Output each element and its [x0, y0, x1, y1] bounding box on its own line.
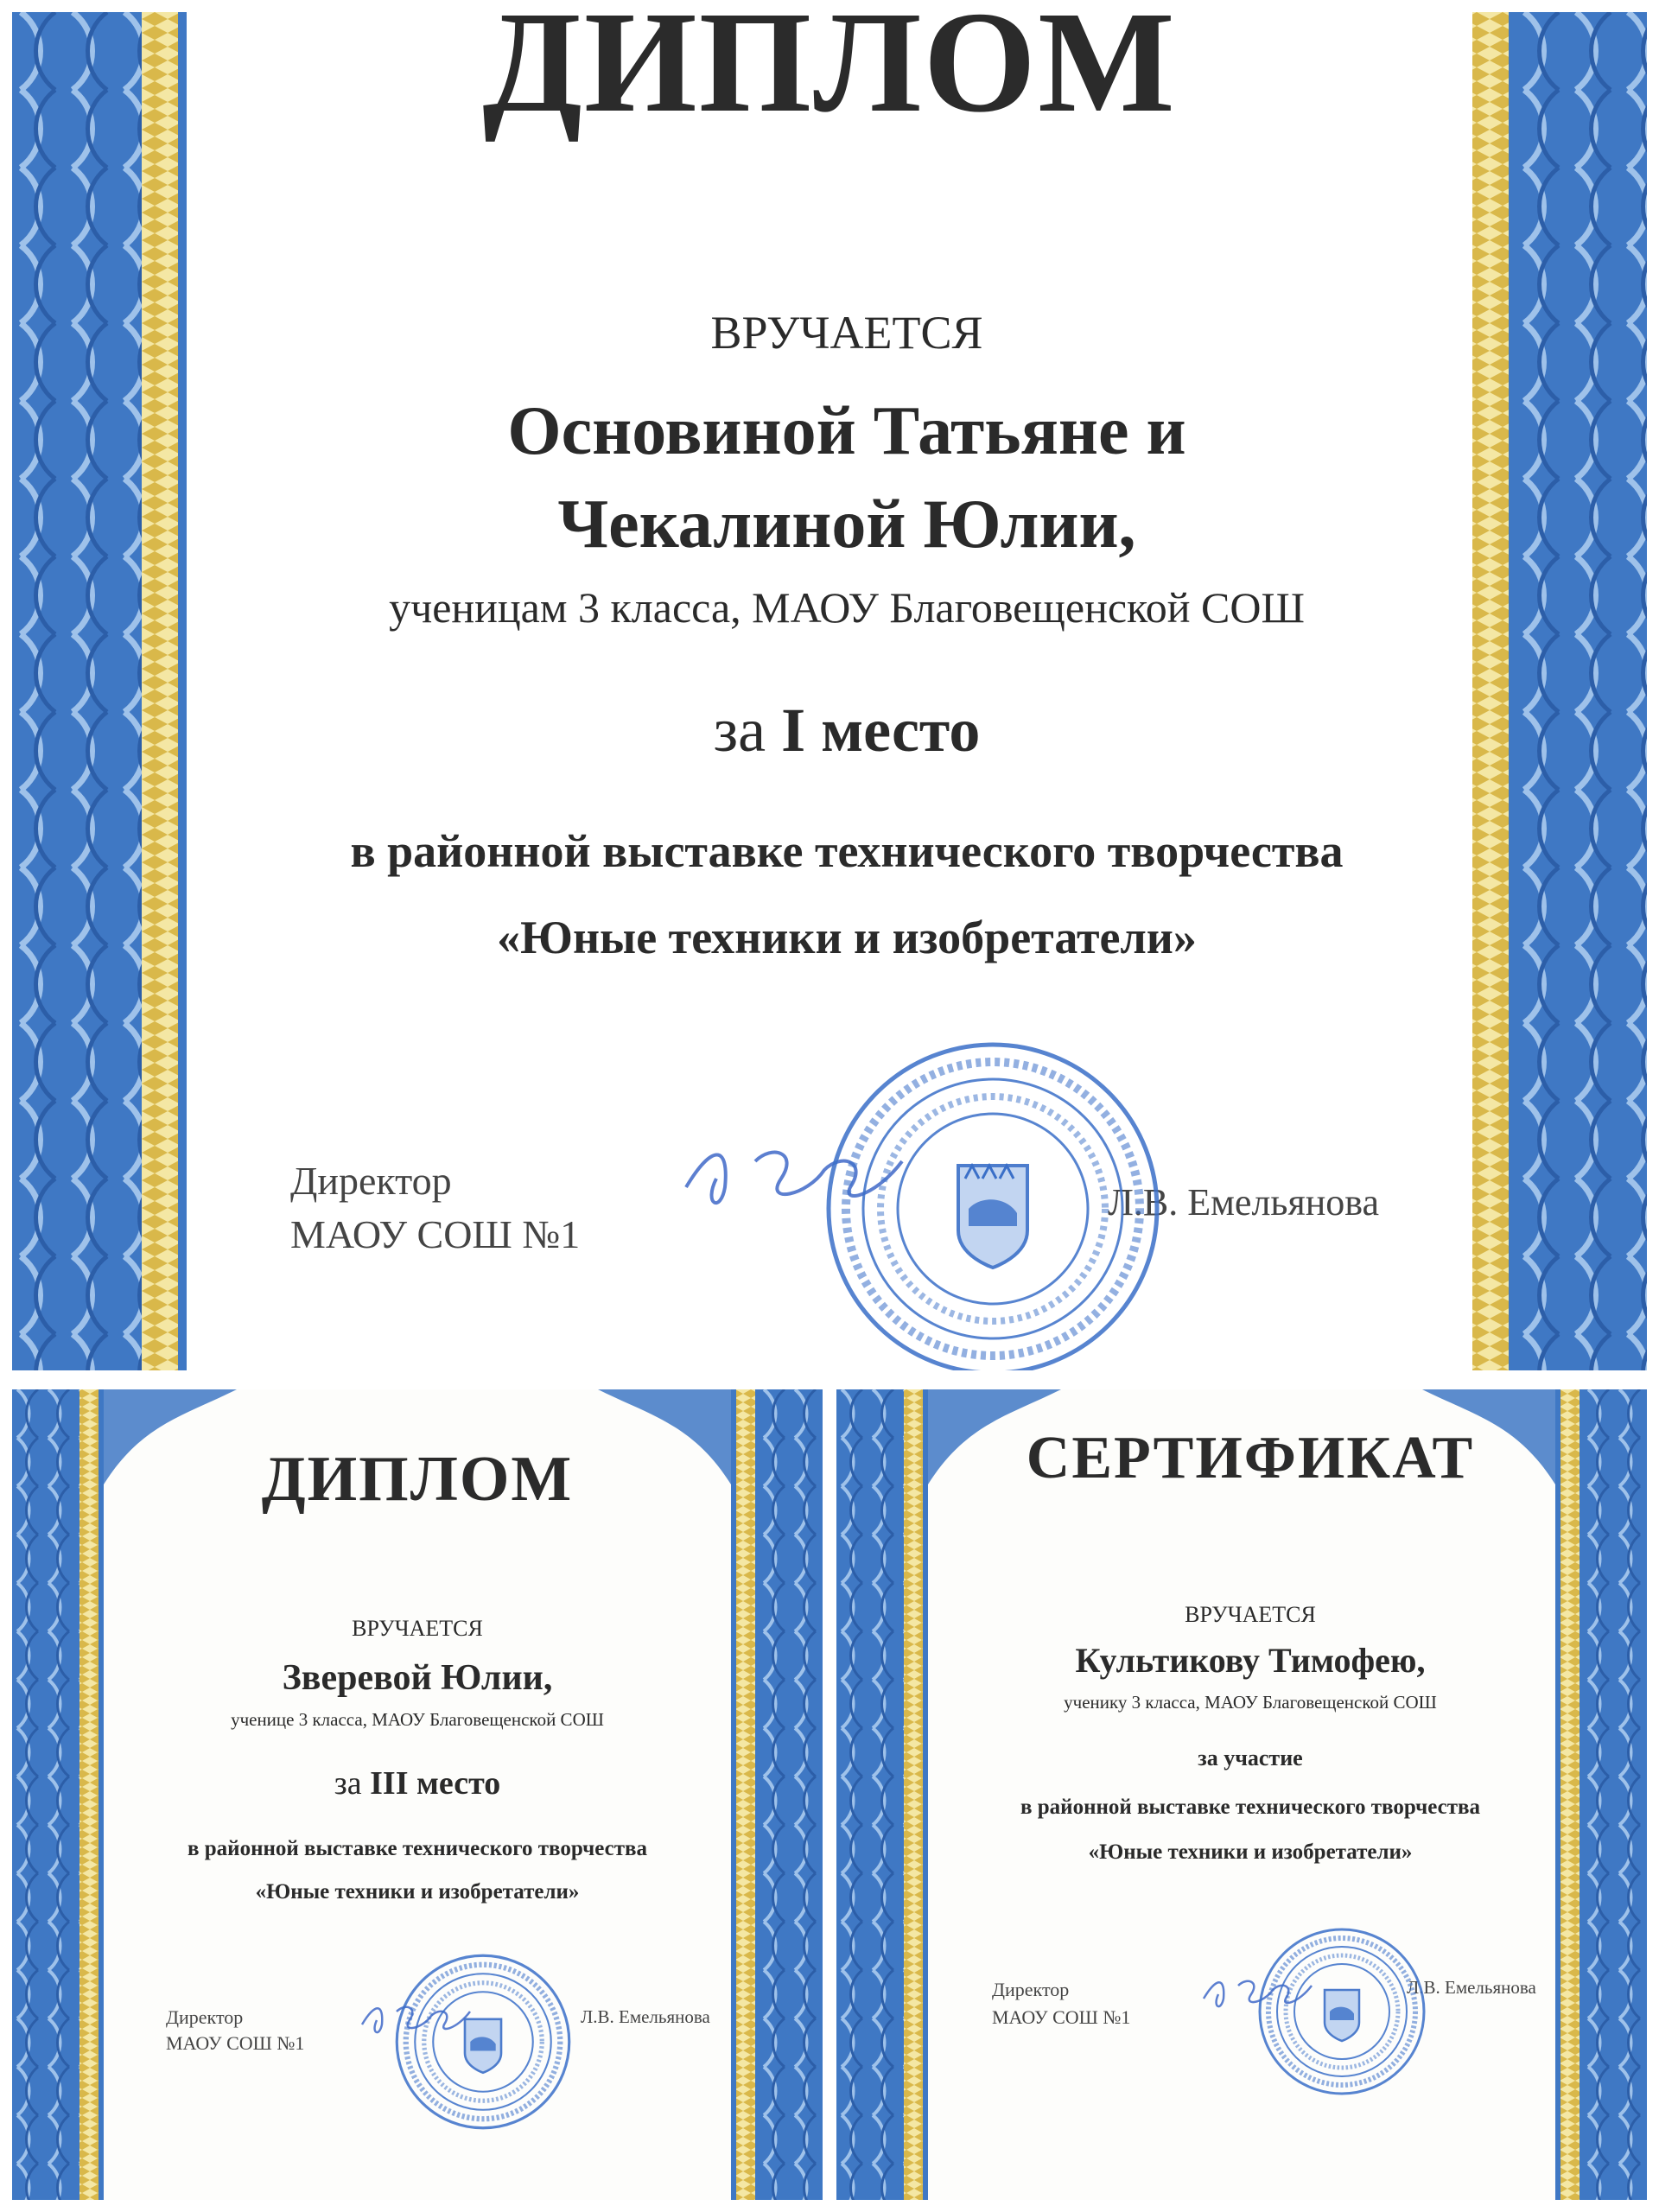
recipient-name-line2: Чекалиной Юлии,: [557, 486, 1136, 563]
diploma-first-place: [12, 12, 1647, 1370]
official-stamp: [1255, 1925, 1428, 2098]
event-line: в районной выставке технического творчества: [188, 1837, 647, 1860]
director-org: МАОУ СОШ №1: [290, 1212, 581, 1256]
recipient-info: ученицам 3 класса, МАОУ Благовещенской СОШ: [389, 583, 1305, 632]
director-title: Директор: [992, 1979, 1070, 2000]
award-place: I место: [781, 696, 981, 765]
recipient-info: ученице 3 класса, МАОУ Благовещенской СОШ: [231, 1709, 604, 1730]
director-name: Л.В. Емельянова: [1108, 1181, 1379, 1224]
recipient-name: Зверевой Юлии,: [282, 1658, 553, 1698]
official-stamp: [820, 1036, 1166, 1370]
award-prefix: за: [713, 696, 766, 765]
recipient-name: Культикову Тимофею,: [1075, 1641, 1426, 1680]
director-name: Л.В. Емельянова: [1407, 1977, 1536, 1998]
event-line: в районной выставке технического творчества: [1020, 1796, 1480, 1819]
presented-label: ВРУЧАЕТСЯ: [710, 307, 983, 359]
event-name: «Юные техники и изобретатели»: [255, 1880, 580, 1904]
event-name: «Юные техники и изобретатели»: [497, 912, 1197, 963]
recipient-name-line1: Основиной Татьяне и: [507, 393, 1186, 469]
official-stamp: [392, 1951, 574, 2133]
recipient-info: ученику 3 класса, МАОУ Благовещенской СОШ: [1064, 1692, 1437, 1713]
director-name: Л.В. Емельянова: [581, 2006, 710, 2027]
director-title: Директор: [166, 2006, 244, 2028]
director-title: Директор: [290, 1159, 452, 1203]
award: [12, 1764, 823, 1802]
diploma-third-place: [12, 1389, 823, 2200]
award: за участие: [1198, 1745, 1303, 1770]
director-org: МАОУ СОШ №1: [992, 2006, 1131, 2028]
director-org: МАОУ СОШ №1: [166, 2032, 305, 2054]
participation-certificate: [836, 1389, 1647, 2200]
event-line: в районной выставке технического творчества: [350, 825, 1344, 877]
ornamental-border: [836, 1389, 1647, 2200]
presented-label: ВРУЧАЕТСЯ: [352, 1616, 483, 1641]
award-place: III место: [370, 1765, 501, 1802]
event-name: «Юные техники и изобретатели»: [1088, 1840, 1413, 1864]
certificate-heading: СЕРТИФИКАТ: [1026, 1425, 1475, 1491]
certificate-heading: ДИПЛОМ: [482, 12, 1177, 143]
award-prefix: за: [334, 1765, 362, 1802]
certificate-heading: ДИПЛОМ: [261, 1444, 574, 1515]
presented-label: ВРУЧАЕТСЯ: [1185, 1602, 1316, 1627]
award: [47, 695, 1647, 766]
